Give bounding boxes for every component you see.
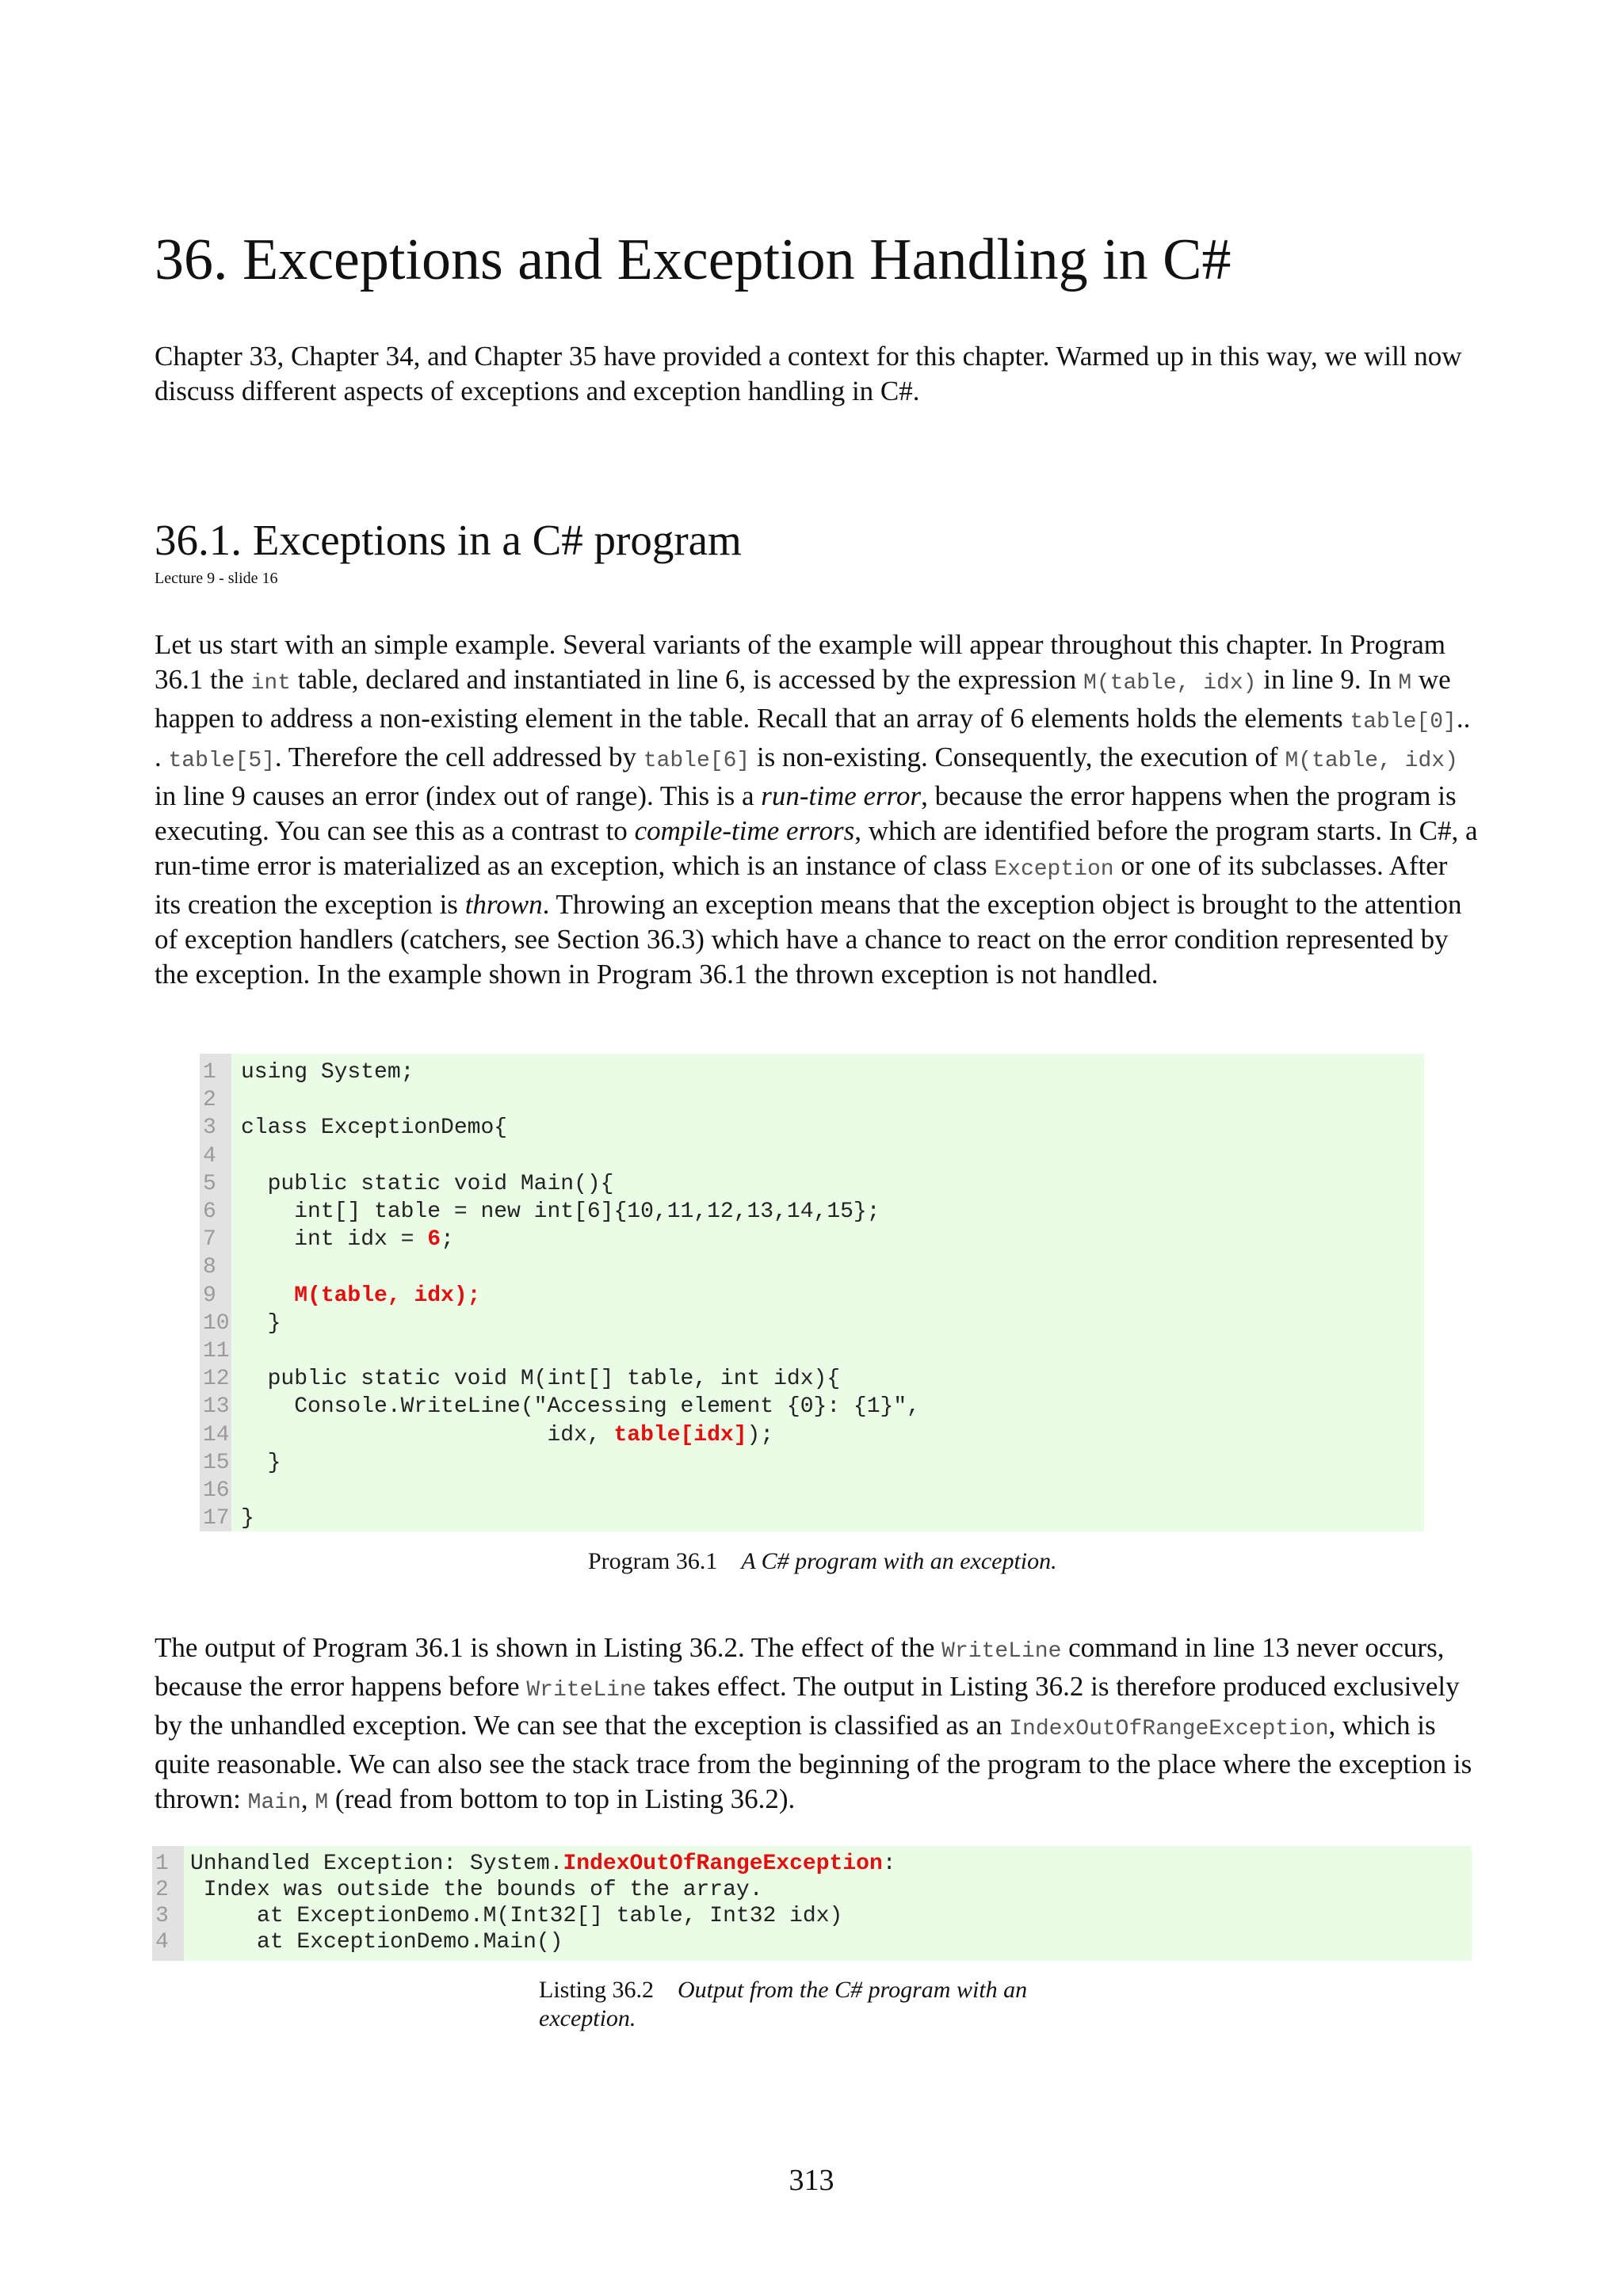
inline-code: Exception xyxy=(994,857,1114,882)
line-number: 2 xyxy=(155,1878,169,1902)
line-number: 14 xyxy=(203,1422,230,1447)
code-line xyxy=(241,1198,880,1226)
highlighted-code: M(table, idx); xyxy=(294,1283,481,1308)
program-code-block xyxy=(200,1054,1424,1531)
code-text: public static void M(int[] table, int idx){ xyxy=(241,1367,841,1392)
code-text: int[] table = new int[6]{10,11,12,13,14,15}; xyxy=(241,1199,880,1224)
line-number: 1 xyxy=(203,1060,216,1085)
listing-output-block xyxy=(152,1846,1472,1961)
code-text: using System; xyxy=(241,1060,414,1085)
inline-code: M(table, idx) xyxy=(1285,749,1458,773)
code-text: idx, xyxy=(241,1422,614,1447)
code-text: : xyxy=(882,1852,896,1876)
highlighted-code: IndexOutOfRangeException xyxy=(563,1852,883,1876)
code-text: ; xyxy=(441,1227,454,1253)
program-caption: Program 36.1 A C# program with an exception. xyxy=(588,1548,1057,1574)
inline-code: int xyxy=(250,671,291,696)
highlighted-code: table[idx] xyxy=(613,1422,747,1447)
inline-code: M xyxy=(315,1791,329,1815)
code-line xyxy=(190,1851,896,1877)
inline-code: table[5] xyxy=(168,749,275,773)
code-text xyxy=(241,1283,294,1308)
slide-reference: Lecture 9 - slide 16 xyxy=(155,570,278,587)
code-text: Index was outside the bounds of the array. xyxy=(190,1878,763,1902)
line-number: 12 xyxy=(203,1367,230,1392)
chapter-title: 36. Exceptions and Exception Handling in C# xyxy=(155,227,1232,292)
highlighted-code: 6 xyxy=(427,1227,441,1253)
code-line xyxy=(241,1170,613,1198)
code-text: at ExceptionDemo.M(Int32[] table, Int32 idx) xyxy=(190,1904,843,1928)
code-text: } xyxy=(241,1450,281,1475)
code-line xyxy=(241,1449,281,1477)
line-number: 9 xyxy=(203,1283,216,1308)
inline-code: WriteLine xyxy=(526,1678,647,1703)
chapter-intro: Chapter 33, Chapter 34, and Chapter 35 have provided a context for this chapter. Warmed up in this way, we will now discuss different aspects of exceptions and exception handling in C#. xyxy=(155,341,1462,406)
code-line xyxy=(241,1505,254,1532)
line-number: 16 xyxy=(203,1478,230,1503)
inline-code: table[0] xyxy=(1350,710,1457,734)
listing-caption: Listing 36.2 Output from the C# program with an exception. xyxy=(539,1977,1028,2031)
code-line xyxy=(190,1929,563,1955)
line-number: 10 xyxy=(203,1310,230,1336)
line-number: 13 xyxy=(203,1394,230,1420)
line-number: 6 xyxy=(203,1199,216,1224)
code-text: } xyxy=(241,1506,254,1531)
line-number: 17 xyxy=(203,1506,230,1531)
code-line xyxy=(190,1903,842,1929)
paragraph-exceptions-intro: Let us start with an simple example. Several variants of the example will appear throughout this chapter. In Program 36.1 the int table, declared and instantiated in line 6, is accessed by the expression M(table, idx) in line 9. In M we happen to address a non-existing element in the table. Recall that an array of 6 elements holds the elements table[0].. . table[5]. Therefore the cell addressed by table[6] is non-existing. Consequently, the execution of M(table, idx) in line 9 causes an error (index out of range). This is a run-time error, because the error happens when the program is executing. You can see this as a contrast to compile-time errors, which are identified before the program starts. In C#, a run-time error is materialized as an exception, which is an instance of class Exception or one of its subclasses. After its creation the exception is thrown. Throwing an exception means that the exception object is brought to the attention of exception handlers (catchers, see Section 36.3) which have a chance to react on the error condition represented by the exception. In the example shown in Program 36.1 the thrown exception is not handled. xyxy=(155,629,1478,990)
inline-code: WriteLine xyxy=(941,1639,1062,1664)
code-text: int idx = xyxy=(241,1227,428,1253)
inline-code: IndexOutOfRangeException xyxy=(1009,1717,1329,1741)
line-number: 11 xyxy=(203,1339,230,1363)
inline-code: M(table, idx) xyxy=(1083,671,1257,696)
code-text: Console.WriteLine("Accessing element {0}: {1}", xyxy=(241,1394,920,1420)
code-text: } xyxy=(241,1310,281,1336)
code-line xyxy=(190,1877,763,1903)
code-line xyxy=(241,1114,507,1142)
inline-code: M xyxy=(1398,671,1412,696)
code-text: at ExceptionDemo.Main() xyxy=(190,1930,563,1955)
page-number: 313 xyxy=(789,2164,834,2197)
code-text: class ExceptionDemo{ xyxy=(241,1116,508,1141)
line-number: 3 xyxy=(203,1116,216,1141)
section-title: 36.1. Exceptions in a C# program xyxy=(155,516,742,564)
code-line xyxy=(241,1310,281,1337)
line-number: 2 xyxy=(203,1088,216,1113)
line-number: 5 xyxy=(203,1171,216,1196)
line-number: 3 xyxy=(155,1904,169,1928)
code-line xyxy=(241,1058,414,1086)
inline-code: Main xyxy=(247,1791,301,1815)
line-number: 4 xyxy=(155,1930,169,1955)
code-line xyxy=(241,1393,920,1421)
inline-code: table[6] xyxy=(643,749,750,773)
emphasis: run-time error xyxy=(761,780,922,811)
line-number: 8 xyxy=(203,1255,216,1280)
emphasis: thrown xyxy=(464,889,543,920)
code-line xyxy=(241,1421,773,1449)
line-number: 1 xyxy=(155,1852,169,1876)
code-text: Unhandled Exception: System. xyxy=(190,1852,563,1876)
emphasis: compile-time errors xyxy=(634,815,855,846)
code-line xyxy=(241,1365,840,1393)
code-line xyxy=(241,1226,454,1253)
code-text: public static void Main(){ xyxy=(241,1171,614,1196)
line-number: 7 xyxy=(203,1227,216,1253)
paragraph-output-explanation: The output of Program 36.1 is shown in Listing 36.2. The effect of the WriteLine command in line 13 never occurs, because the error happens before WriteLine takes effect. The output in Listing 36.2 is therefore produced exclusively by the unhandled exception. We can see that the exception is classified as an IndexOutOfRangeException, which is quite reasonable. We can also see the stack trace from the beginning of the program to the place where the exception is thrown: Main, M (read from bottom to top in Listing 36.2). xyxy=(155,1632,1472,1815)
code-line xyxy=(241,1282,480,1310)
line-number: 15 xyxy=(203,1450,230,1475)
code-text: ); xyxy=(747,1422,774,1447)
line-number: 4 xyxy=(203,1143,216,1169)
